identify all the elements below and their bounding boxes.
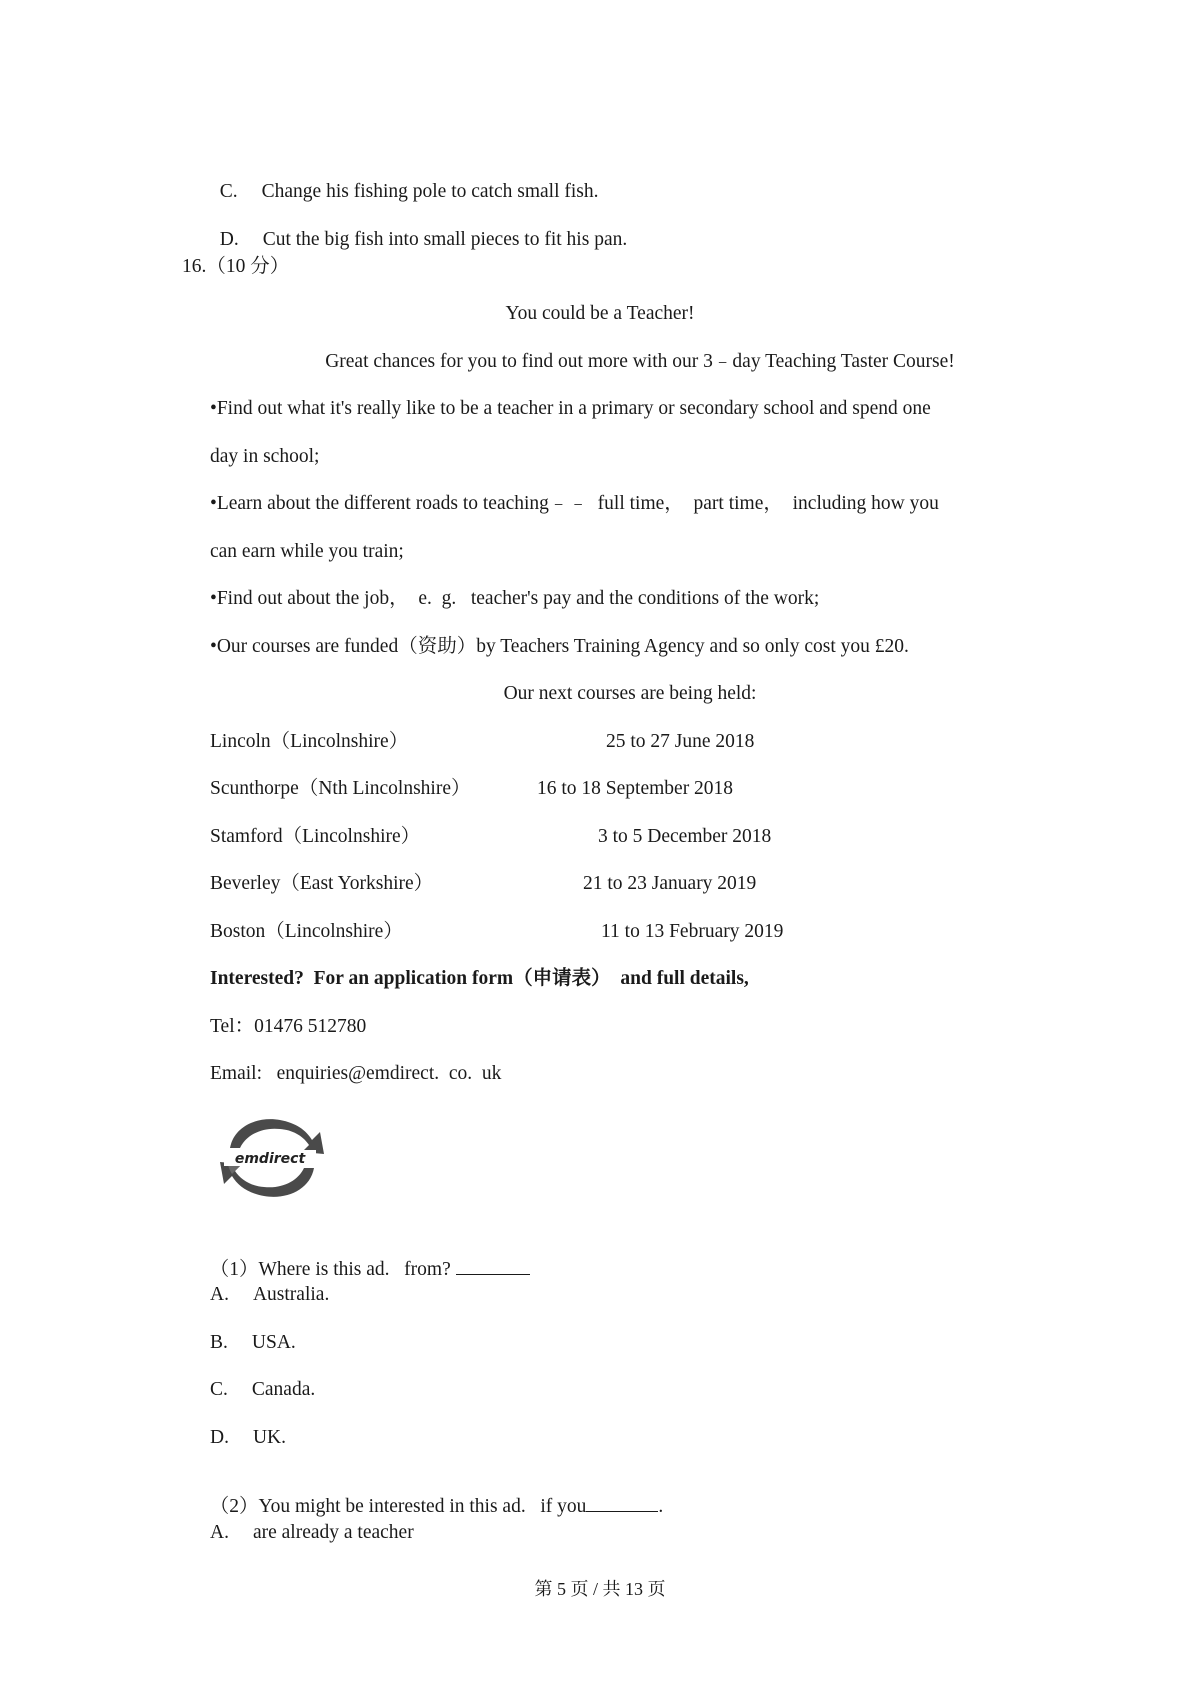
option-b: [210, 1333, 296, 1353]
bullet-line: •Find out what it's really like to be a teacher in a primary or secondary school and spend one: [210, 398, 931, 419]
option-letter: A.: [210, 1284, 229, 1305]
course-dates: 11 to 13 February 2019: [601, 921, 784, 942]
bullet-line: day in school;: [210, 446, 320, 467]
answer-blank[interactable]: [586, 1495, 658, 1512]
course-place: Scunthorpe（Nth Lincolnshire）: [210, 778, 471, 799]
answer-blank[interactable]: [456, 1258, 530, 1275]
logo-text: emdirect: [234, 1151, 306, 1167]
question-header: 16.（10 分）: [182, 256, 290, 277]
option-d: [210, 1428, 286, 1448]
option-d: [210, 210, 627, 249]
option-text: Canada.: [251, 1379, 316, 1400]
option-c: [210, 162, 599, 201]
question-prompt: （1）Where is this ad. from?: [209, 1258, 456, 1280]
option-letter: D.: [210, 1427, 229, 1448]
option-text: UK.: [252, 1427, 287, 1448]
bullet-line: can earn while you train;: [210, 541, 404, 562]
bullet-line: •Learn about the different roads to teaching﹣﹣ full time， part time， including how you: [210, 493, 939, 514]
course-dates: 3 to 5 December 2018: [598, 826, 772, 847]
sub-question-1: [200, 1238, 530, 1279]
option-text: Cut the big fish into small pieces to fit his pan.: [262, 228, 628, 250]
sub-question-2: [200, 1475, 663, 1516]
course-dates: 25 to 27 June 2018: [606, 731, 755, 752]
option-a: [210, 1285, 329, 1305]
question-prompt-end: .: [658, 1495, 664, 1517]
question-prompt: （2）You might be interested in this ad. if you: [209, 1495, 587, 1517]
course-place: Beverley（East Yorkshire）: [210, 873, 434, 894]
option-letter: D.: [219, 228, 239, 250]
ad-title: You could be a Teacher!: [505, 303, 695, 324]
option-letter: B.: [210, 1332, 228, 1353]
course-dates: 21 to 23 January 2019: [583, 873, 757, 894]
emdirect-logo: [210, 1110, 334, 1206]
bullet-line: •Our courses are funded（资助）by Teachers Training Agency and so only cost you £20.: [210, 636, 909, 657]
interested-line: Interested? For an application form（申请表） and full details,: [210, 968, 749, 989]
bullet-line: •Find out about the job， e. g. teacher's pay and the conditions of the work;: [210, 588, 820, 609]
option-a: [210, 1523, 414, 1543]
option-c: [210, 1380, 315, 1400]
option-letter: C.: [219, 180, 238, 202]
ad-subtitle: Great chances for you to find out more with our 3﹣day Teaching Taster Course!: [325, 351, 955, 372]
telephone: Tel：01476 512780: [210, 1016, 367, 1037]
option-text: Australia.: [252, 1284, 330, 1305]
courses-heading: Our next courses are being held:: [503, 683, 757, 704]
option-text: Change his fishing pole to catch small fish.: [261, 180, 599, 202]
option-letter: C.: [210, 1379, 228, 1400]
page-footer: 第 5 页 / 共 13 页: [534, 1579, 666, 1599]
course-place: Lincoln（Lincolnshire）: [210, 731, 409, 752]
course-place: Stamford（Lincolnshire）: [210, 826, 421, 847]
option-text: are already a teacher: [252, 1522, 414, 1543]
email: Email: enquiries@emdirect. co. uk: [210, 1063, 502, 1084]
option-letter: A.: [210, 1522, 229, 1543]
course-dates: 16 to 18 September 2018: [537, 778, 734, 799]
option-text: USA.: [251, 1332, 296, 1353]
course-place: Boston（Lincolnshire）: [210, 921, 403, 942]
